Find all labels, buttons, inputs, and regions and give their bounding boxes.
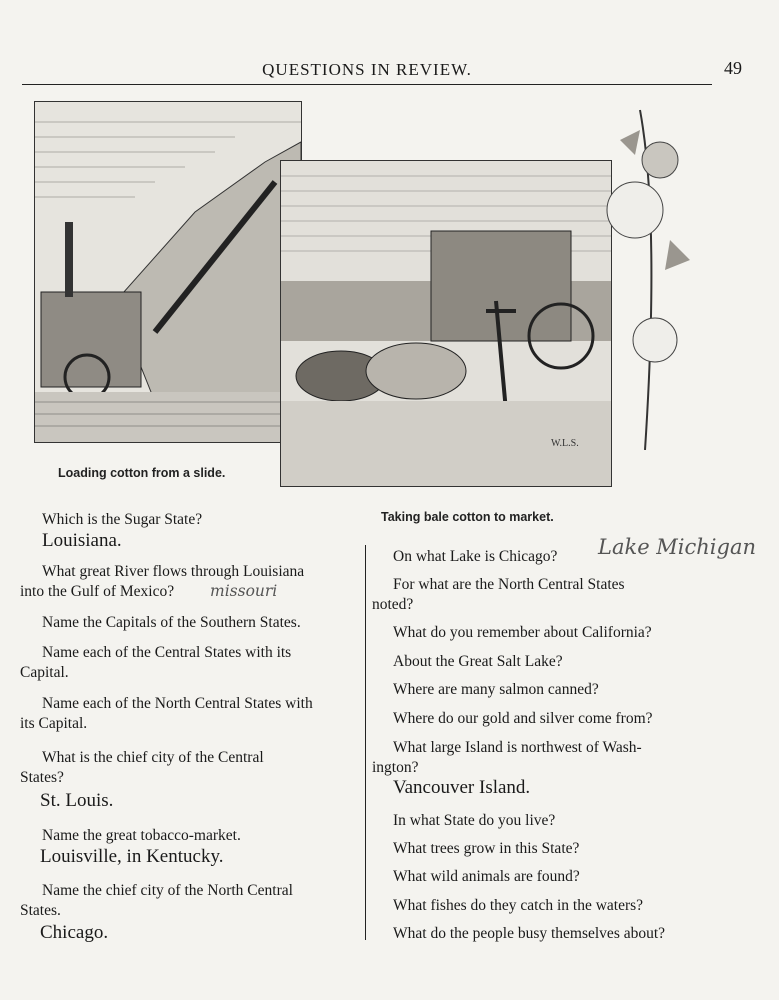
- left-question-2-line-1: What great River flows through Louisiana: [42, 563, 305, 580]
- right-question-1: On what Lake is Chicago?: [393, 548, 558, 565]
- page-header: [22, 58, 742, 85]
- cotton-plant-decoration: [600, 100, 700, 450]
- left-answer-1: Louisiana.: [42, 530, 122, 551]
- handwritten-answer-lake-michigan: Lake Michigan: [598, 535, 757, 559]
- left-question-2-line-2: into the Gulf of Mexico?: [20, 583, 175, 600]
- right-question-10: What wild animals are found?: [393, 868, 580, 885]
- left-answer-6: St. Louis.: [40, 790, 114, 811]
- left-question-6-line-1: What is the chief city of the Central: [42, 749, 264, 766]
- engraver-signature: W.L.S.: [551, 438, 579, 449]
- left-answer-7: Louisville, in Kentucky.: [40, 846, 224, 867]
- right-question-7-line-2: ington?: [372, 759, 419, 776]
- right-question-5: Where are many salmon canned?: [393, 681, 599, 698]
- right-question-12: What do the people busy themselves about?: [393, 925, 666, 942]
- running-title: QUESTIONS IN REVIEW.: [262, 60, 472, 79]
- handwritten-answer-missouri: missouri: [210, 582, 278, 600]
- left-question-5-line-2: its Capital.: [20, 715, 88, 732]
- cotton-slide-engraving: [35, 102, 301, 442]
- right-question-4: About the Great Salt Lake?: [393, 653, 563, 670]
- right-question-6: Where do our gold and silver come from?: [393, 710, 653, 727]
- illustration-bale-cotton: [280, 160, 612, 487]
- left-question-1: Which is the Sugar State?: [42, 511, 203, 528]
- caption-cotton-slide: Loading cotton from a slide.: [58, 466, 226, 480]
- left-question-3: Name the Capitals of the Southern States.: [42, 614, 301, 631]
- caption-bale-cotton: Taking bale cotton to market.: [381, 510, 554, 524]
- left-question-4-line-1: Name each of the Central States with its: [42, 644, 292, 661]
- cotton-plant-engraving: [600, 100, 700, 450]
- bale-cotton-engraving: [281, 161, 611, 486]
- right-question-2-line-2: noted?: [372, 596, 414, 613]
- left-question-5-line-1: Name each of the North Central States with: [42, 695, 313, 712]
- right-question-3: What do you remember about California?: [393, 624, 652, 641]
- illustration-cotton-slide: [34, 101, 302, 443]
- left-answer-8: Chicago.: [40, 922, 109, 943]
- right-question-8: In what State do you live?: [393, 812, 556, 829]
- left-question-8-line-2: States.: [20, 902, 61, 919]
- page-number: 49: [724, 58, 742, 78]
- column-divider: [365, 545, 366, 940]
- right-question-7-line-1: What large Island is northwest of Wash-: [393, 739, 642, 756]
- left-question-4-line-2: Capital.: [20, 664, 69, 681]
- right-question-11: What fishes do they catch in the waters?: [393, 897, 644, 914]
- right-question-9: What trees grow in this State?: [393, 840, 580, 857]
- left-question-7: Name the great tobacco-market.: [42, 827, 241, 844]
- left-question-6-line-2: States?: [20, 769, 64, 786]
- right-question-2-line-1: For what are the North Central States: [393, 576, 625, 593]
- left-question-8-line-1: Name the chief city of the North Central: [42, 882, 293, 899]
- right-answer-7: Vancouver Island.: [393, 777, 531, 798]
